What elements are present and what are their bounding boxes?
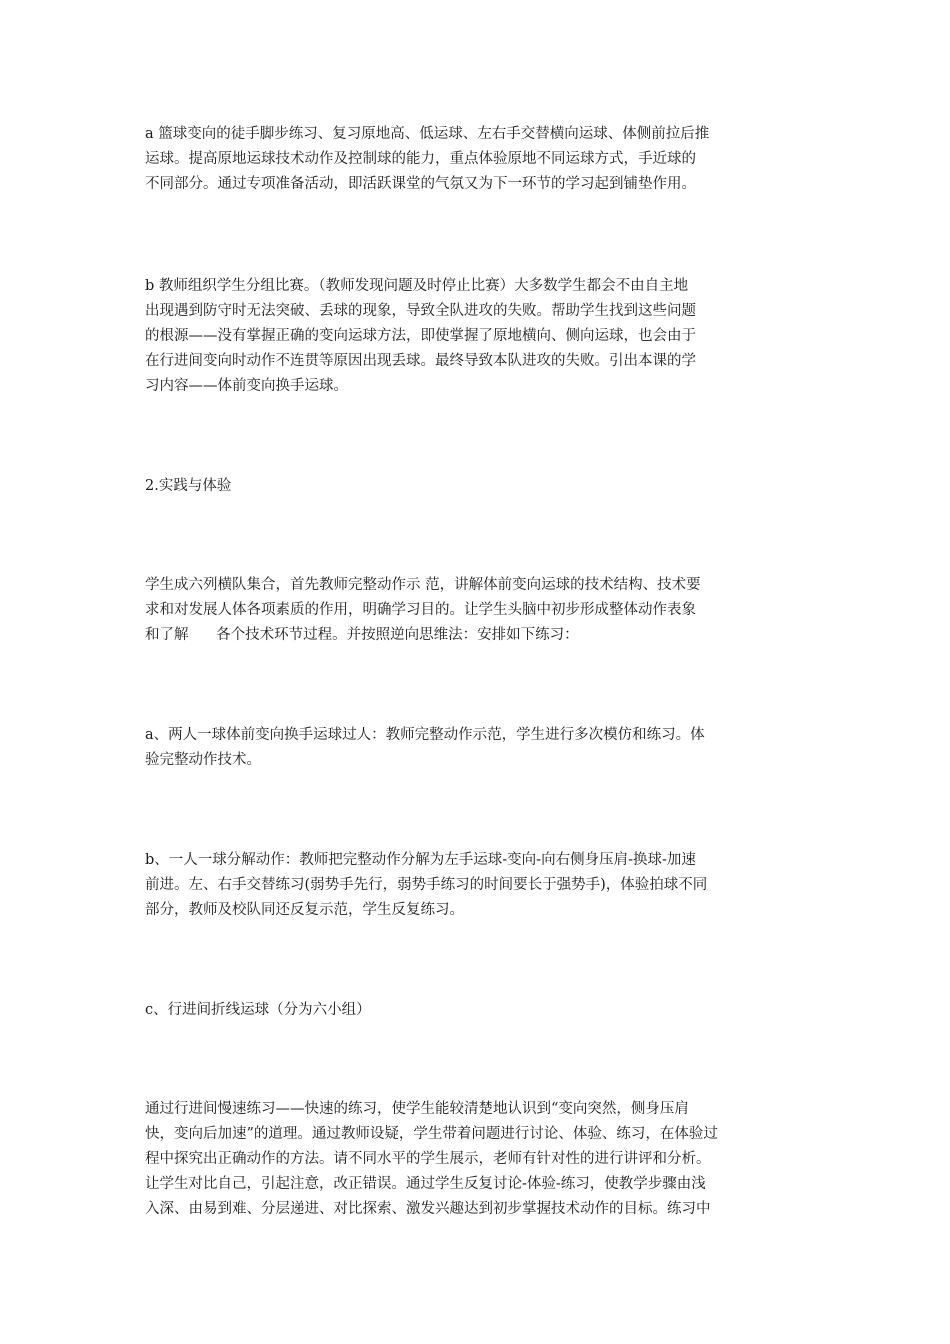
paragraph-group-match bbox=[145, 274, 817, 399]
section-heading: 2.实践与体验 bbox=[145, 478, 232, 494]
text-line: b、一人一球分解动作：教师把完整动作分解为左手运球-变向-向右侧身压肩-换球-加速 bbox=[145, 852, 696, 868]
text-line: 求和对发展人体各项素质的作用，明确学习目的。让学生头脑中初步形成整体动作表象 bbox=[145, 602, 696, 618]
text-line: a 篮球变向的徒手脚步练习、复习原地高、低运球、左右手交替横向运球、体侧前拉后推 bbox=[145, 126, 710, 142]
text-line: 前进。左、右手交替练习(弱势手先行，弱势手练习的时间要长于强势手)，体验拍球不同 bbox=[145, 877, 708, 893]
text-line: 运球。提高原地运球技术动作及控制球的能力，重点体验原地不同运球方式，手近球的 bbox=[145, 151, 696, 167]
text-line: 部分，教师及校队同还反复示范，学生反复练习。 bbox=[145, 902, 464, 918]
text-line: 学生成六列横队集合，首先教师完整动作示 范，讲解体前变向运球的技术结构、技术要 bbox=[145, 577, 701, 593]
text-line: 程中探究出正确动作的方法。请不同水平的学生展示，老师有针对性的进行讲评和分析。 bbox=[145, 1151, 711, 1167]
text-line: 快，变向后加速”的道理。通过教师设疑，学生带着问题进行讨论、体验、练习，在体验过 bbox=[145, 1126, 718, 1142]
text-line: 的根源——没有掌握正确的变向运球方法，即使掌握了原地横向、侧向运球，也会由于 bbox=[145, 328, 696, 344]
paragraph-exercise-b bbox=[145, 848, 817, 923]
text-line: b 教师组织学生分组比赛。（教师发现问题及时停止比赛）大多数学生都会不由自主地 bbox=[145, 278, 689, 294]
text-line: 让学生对比自己，引起注意，改正错误。通过学生反复讨论-体验-练习，使教学步骤由浅 bbox=[145, 1176, 706, 1192]
text-line: a、两人一球体前变向换手运球过人：教师完整动作示范，学生进行多次模仿和练习。体 bbox=[145, 727, 705, 743]
paragraph-exercise-c bbox=[145, 998, 817, 1023]
text-line: 在行进间变向时动作不连贯等原因出现丢球。最终导致本队进攻的失败。引出本课的学 bbox=[145, 353, 696, 369]
paragraph-demonstration bbox=[145, 573, 817, 648]
text-line: c、行进间折线运球（分为六小组） bbox=[145, 1002, 371, 1018]
text-line: 不同部分。通过专项准备活动，即活跃课堂的气氛又为下一环节的学习起到铺垫作用。 bbox=[145, 176, 696, 192]
text-line: 验完整动作技术。 bbox=[145, 752, 261, 768]
text-line: 入深、由易到难、分层递进、对比探索、激发兴趣达到初步掌握技术动作的目标。练习中 bbox=[145, 1201, 711, 1217]
paragraph-exercise-a bbox=[145, 723, 817, 773]
paragraph-practice bbox=[145, 1097, 817, 1222]
text-line: 通过行进间慢速练习——快速的练习，使学生能较清楚地认识到“变向突然，侧身压肩 bbox=[145, 1101, 689, 1117]
text-line: 习内容——体前变向换手运球。 bbox=[145, 378, 348, 394]
text-line: 出现遇到防守时无法突破、丢球的现象，导致全队进攻的失败。帮助学生找到这些问题 bbox=[145, 303, 696, 319]
paragraph-warmup bbox=[145, 122, 817, 197]
text-line: 和了解 各个技术环节过程。并按照逆向思维法：安排如下练习： bbox=[145, 627, 579, 643]
